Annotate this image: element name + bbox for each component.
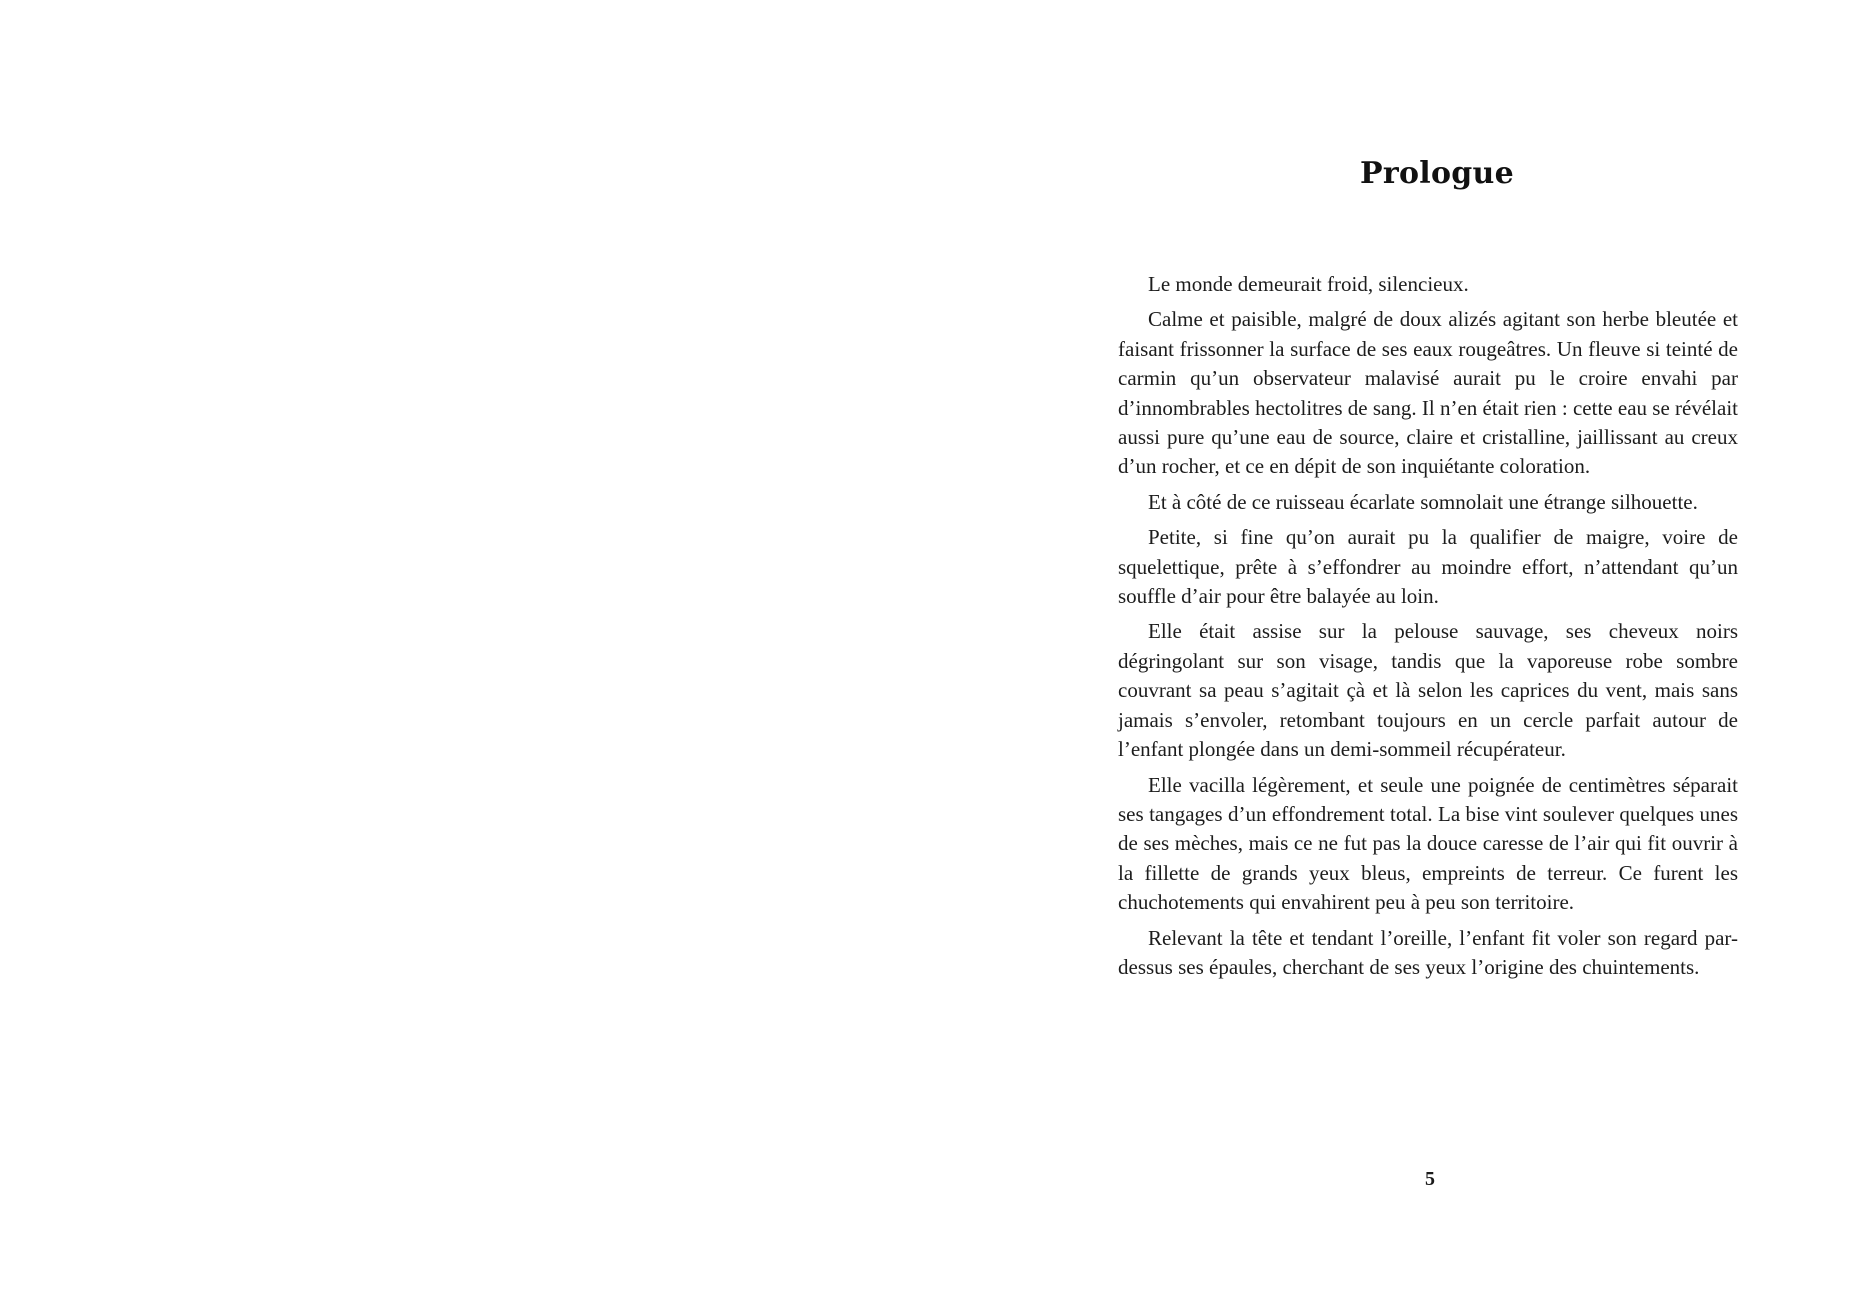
chapter-title-container xyxy=(1360,156,1515,191)
paragraph: Petite, si fine qu’on aurait pu la qualifier de maigre, voire de squelettique, prête à s’effondrer au moindre effort, n’attendant qu’un souffle d’air pour être balayée au loin. xyxy=(1118,525,1738,609)
paragraph: Elle vacilla légèrement, et seule une poignée de centimètres séparait ses tangages d’un effondrement total. La bise vint soulever quelques unes de ses mèches, mais ce ne fut pas la douce caresse de l’air qui fit ouvrir à la fillette de grands yeux bleus, empreints de terreur. Ce furent les chuchotements qui envahirent peu à peu son territoire. xyxy=(1118,772,1738,915)
paragraph: Elle était assise sur la pelouse sauvage, ses cheveux noirs dégringolant sur son visage, tandis que la vaporeuse robe sombre couvrant sa peau s’agitait çà et là selon les caprices du vent, mais sans jamais s’envoler, retombant toujours en un cercle parfait autour de l’enfant plongée dans un demi-sommeil récupérateur. xyxy=(1118,619,1738,762)
body-text xyxy=(1118,270,1738,988)
paragraph: Relevant la tête et tendant l’oreille, l’enfant fit voler son regard par-dessus ses épaules, cherchant de ses yeux l’origine des chuintements. xyxy=(1118,925,1738,979)
paragraph: Calme et paisible, malgré de doux alizés agitant son herbe bleutée et faisant frissonner la surface de ses eaux rougeâtres. Un fleuve si teinté de carmin qu’un observateur malavisé aurait pu le croire envahi par d’innombrables hectolitres de sang. Il n’en était rien : cette eau se révélait aussi pure qu’une eau de source, claire et cristalline, jaillissant au creux d’un rocher, et ce en dépit de son inquiétante coloration. xyxy=(1118,307,1738,479)
paragraph: Et à côté de ce ruisseau écarlate somnolait une étrange silhouette. xyxy=(1148,489,1698,514)
paragraph: Le monde demeurait froid, silencieux. xyxy=(1148,272,1469,296)
page-number: 5 xyxy=(1425,1168,1435,1190)
chapter-title: Prologue xyxy=(1360,156,1515,191)
